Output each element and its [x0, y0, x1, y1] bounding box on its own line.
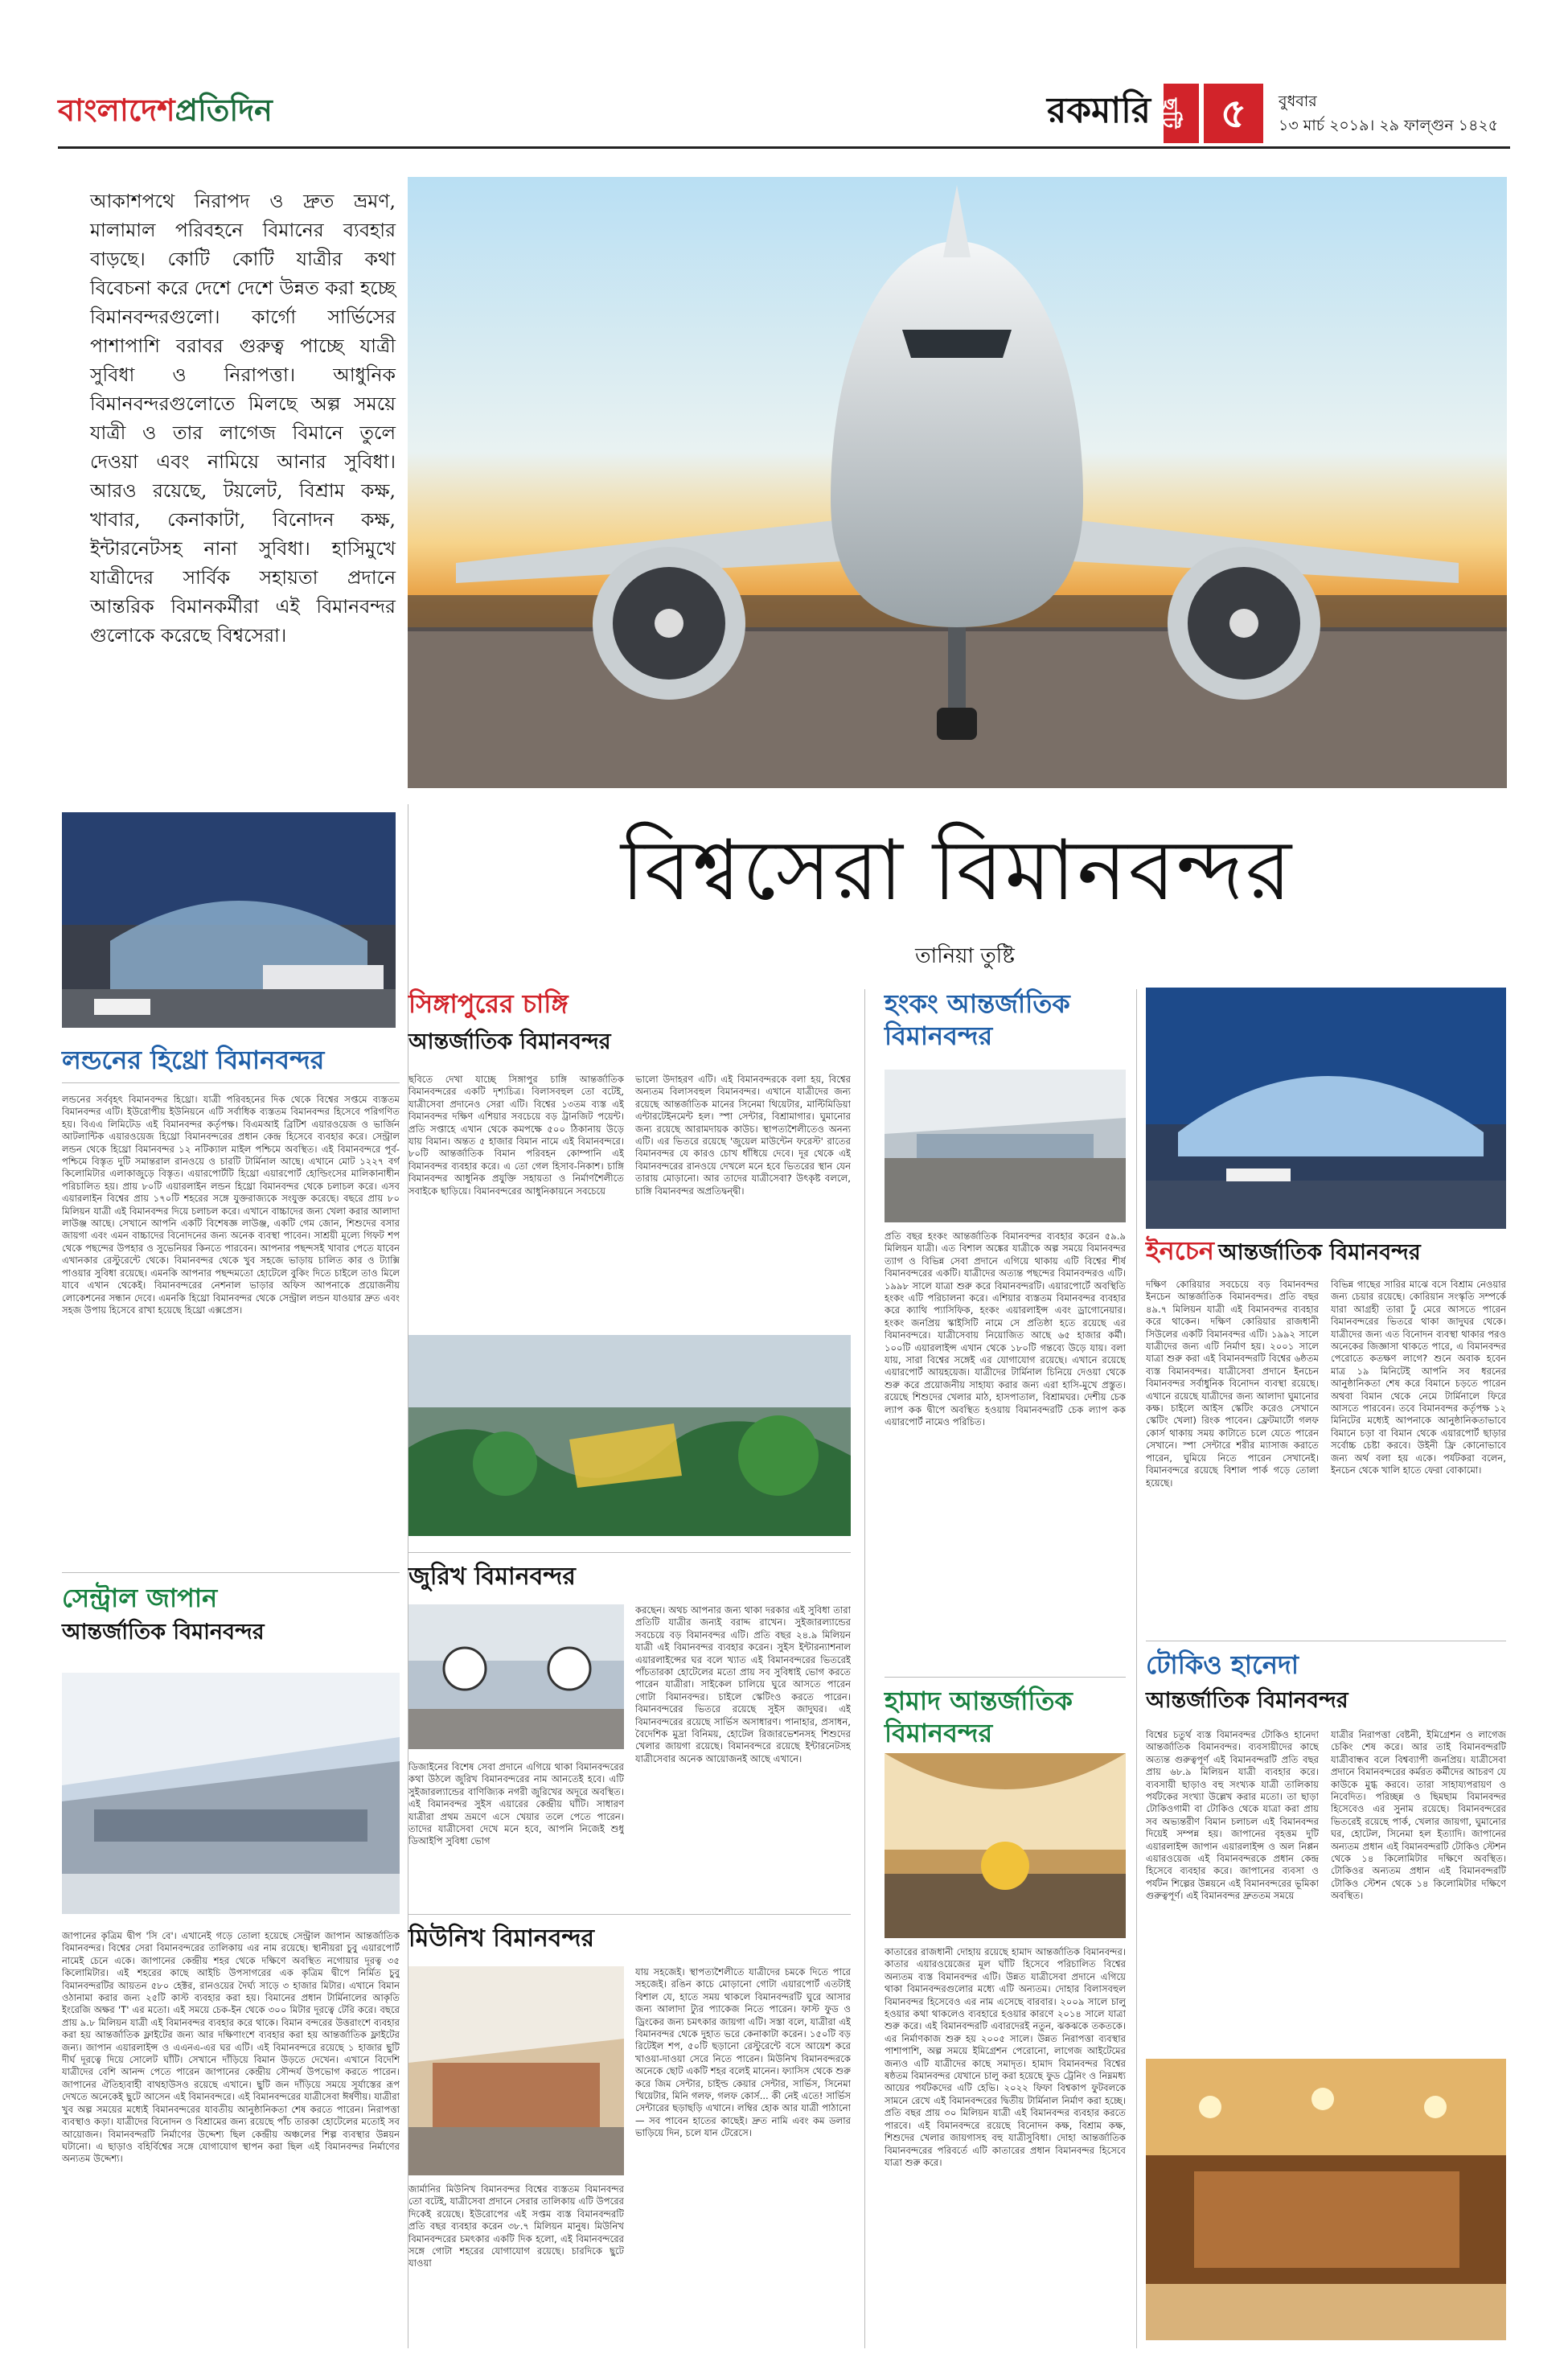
- incheon-body-col1: দক্ষিণ কোরিয়ার সবচেয়ে বড় বিমানবন্দর ইনচেন আন্তর্জাতিক বিমানবন্দর। প্রতি বছর ৪৯.৭ মিলিয়ন যাত্রী এই বিমানবন্দর ব্যবহার করে থাকেন। দক্ষিণ কোরিয়ার রাজধানী সিউলের একটি বিমানবন্দর এটি। ১৯৯২ সালে যাত্রীদের জন্য এটি নির্মাণ হয়। ২০০১ সালে যাত্রা শুরু করা এই বিমানবন্দরটি বিশ্বের ৬ষ্ঠতম ব্যস্ত বিমানবন্দর। যাত্রীসেবা প্রদানে ইনচেন বিমানবন্দর সর্বাধুনিক বিনোদন ব্যবস্থা রয়েছে। এখানে রয়েছে যাত্রীদের জন্য আলাদা ঘুমানোর কক্ষ। চাইলে আইস স্কেটিং করেও সেখানে স্কেটিং খেলা) রিংক পাবেন। ফ্রেটমার্টো গলফ কোর্স থাকায় সময় কাটাতে চলে যেতে পারেন সেখানে। স্পা সেন্টারে শরীর ম্যাসাজ করাতে পারেন, ঘুমিয়ে নিতে পারেন সেখানেই। বিমানবন্দরে রয়েছে বিশাল পার্ক গড়ে তোলা হয়েছে।: [1146, 1279, 1319, 1489]
- heathrow-title: লন্ডনের হিথ্রো বিমানবন্দর: [62, 1045, 325, 1075]
- munich-body-col2: যায় সহজেই। স্থাপত্যশৈলীতে যাত্রীদের চমকে দিতে পারে সহজেই। রঙিন কাচে মোড়ানো গোটা এয়ারপোর্ট এতটাই বিশাল যে, হাতে সময় থাকলে বিমানবন্দরটি ঘুরে আসার জন্য আলাদা ট্যুর প্যাকেজ নিতে পারেন। ফাস্ট ফুড ও ড্রিংকের জন্য চমৎকার জায়গা এটি। সস্তা বলে, যাত্রীরা এই বিমানবন্দর থেকে দুহাত ভরে কেনাকাটা করেন। ১৫০টি বড় রিটেইল শপ, ৫০টি ছড়ানো রেস্টুরেন্টে বসে আয়েশ করে খাওয়া-দাওয়া সেরে নিতে পারেন। মিউনিখ বিমানবন্দরকে অনেকে ছোট একটি শহর বলেই মানেন। ফ্যাসিস থেকে শুরু করে জিম সেন্টার, চাইল্ড কেয়ার সেন্টার, সার্ভিস, সিনেমা থিয়েটার, মিনি গলফ, গলফ কোর্স... কী নেই এতে! সার্ভিস সেন্টারের ছড়াছড়ি এখানে। লম্বির হোক আর যাত্রী পাঠানো— সব পাবেন হাতের কাছেই। দ্রুত নামি এবং কম ডলার ভাড়িয়ে দিন, চলে যান টেরেসে।: [635, 1966, 851, 2139]
- changi-photo: [408, 1335, 851, 1536]
- central-japan-title: সেন্ট্রাল জাপান: [62, 1583, 218, 1613]
- hongkong-title: হংকং আন্তর্জাতিক বিমানবন্দর: [885, 988, 1070, 1051]
- haneda-title: টোকিও হানেদা: [1146, 1649, 1299, 1680]
- incheon-title: [1146, 1234, 1516, 1270]
- changi-title: সিঙ্গাপুরের চাঙ্গি: [408, 988, 569, 1019]
- heathrow-body: লন্ডনের সর্ববৃহৎ বিমানবন্দর হিথ্রো। যাত্রী পরিবহনের দিক থেকে বিশ্বের সপ্তমে ব্যস্ততম বিমানবন্দর এটি। ইউরোপীয় ইউনিয়নে এটি সর্বাধিক ব্যস্ততম বিমানবন্দর হিসেবে পরিগণিত হয়। বিএএ লিমিটেড এই বিমানবন্দর কর্তৃপক্ষ। বিএমআই ব্রিটিশ এয়ারওয়েজ ও ভার্জিন আটলান্টিক এয়ারওয়েজ হিথ্রো বিমানবন্দরের প্রধান কেন্দ্র হিসেবে ব্যবহার করে। সেন্ট্রাল লন্ডন থেকে হিথ্রো বিমানবন্দর ১২ নটিক্যাল মাইল পশ্চিমে অবস্থিত। এই বিমানবন্দরে পূর্ব-পশ্চিমে বিস্তৃত দুটি সমান্তরাল রানওয়ে ও চারটি টার্মিনাল আছে। এখানে মোট ১২২৭ বর্গ কিলোমিটার এলাকাজুড়ে বিস্তৃত। এয়ারপোর্টটি হিথ্রো এয়ারপোর্ট হোল্ডিংসের মালিকানাধীন পরিচালিত হয়। প্রায় ৮০টি এয়ারলাইন লন্ডন হিথ্রো বিমানবন্দর থেকে চলাচল করে। এসব এয়ারলাইন বিশ্বের প্রায় ১৭০টি শহরের সঙ্গে যুক্তরাজ্যকে সংযুক্ত করেছে। বছরে প্রায় ৮০ মিলিয়ন যাত্রী এই বিমানবন্দর দিয়ে চলাচল করে। এখানে বাচ্চাদের জন্য খেলা করার আলাদা লাউঞ্জ আছে। সেখানে আপনি একটি বিশেষজ্ঞ লাউঞ্জ, একটি গেম জোন, শিশুদের বসার জায়গা এবং এমন বাচ্চাদের বিনোদনের জন্য অনেক ব্যবস্থা পাবেন। সাশ্রয়ী মূল্যে গিফট শপ থেকে পছন্দের উপহার ও সুভেনিয়র কিনতে পারবেন। আপনার পছন্দসই খাবার পেতে যাবেন এখানকার রেস্টুরেন্টে থেকে। বিমানবন্দর থেকে খুব সহজে ভাড়ায় চালিত কার ও ট্যাক্সি পাওয়ার সুবিধা রয়েছে। এমনকি আপনার পছন্দমতো হোটেলে বুকিং দিতে চাইলে তাও মিলে যাবে এখান থেকেই। বিমানবন্দরের নেশনাল ভাড়ার অফিস আপনাকে প্রয়োজনীয় লোকেশনের সন্ধান দেবে। এমনকি হিথ্রো বিমানবন্দর থেকে সেন্ট্রাল লন্ডন যাওয়ার দ্রুত এবং সহজ উপায় হিসেবে রাখা হয়েছে হিথ্রো এক্সপ্রেস।: [62, 1094, 400, 1316]
- day-label: বুধবার: [1279, 92, 1317, 110]
- munich-body-col1: জার্মানির মিউনিখ বিমানবন্দর বিশ্বের ব্যস্ততম বিমানবন্দর তো বটেই, যাত্রীসেবা প্রদানে সেরার তালিকায় এটি উপরের দিকেই রয়েছে। ইউরোপের এই সপ্তম ব্যস্ত বিমানবন্দরটি প্রতি বছর ব্যবহার করেন ৩৮.৭ মিলিয়ন মানুষ। মিউনিখ বিমানবন্দরের চমৎকার একটি দিক হলো, এই বিমানবন্দরের সঙ্গে গোটা শহরের যোগাযোগ রয়েছে। চারদিকে ছুটে যাওয়া: [408, 2183, 624, 2269]
- page-number: ৫: [1204, 84, 1263, 143]
- hongkong-body: প্রতি বছর হংকং আন্তর্জাতিক বিমানবন্দর ব্যবহার করেন ৫৯.৯ মিলিয়ন যাত্রী। এত বিশাল অঙ্কের যাত্রীকে অল্প সময়ে বিমানবন্দর ত্যাগ ও বিভিন্ন সেবা প্রদানে এগিয়ে থাকায় এটি বিশ্বের শীর্ষ বিমানবন্দরের একটি। যাত্রীদের অত্যন্ত পছন্দের বিমানবন্দরও এটি। ১৯৯৮ সালে যাত্রা শুরু করে বিমানবন্দরটি। এয়ারপোর্টে অবস্থিতি হংকং এটি পরিচালনা করে। এশিয়ার ব্যস্ততম বিমানবন্দর ব্যবহার করে ক্যাথি প্যাসিফিক, হংকং এয়ারলাইন্স এবং ড্রাগোনেয়ার। হংকং জনপ্রিয় স্কাইসিটি নামে সে প্রতিষ্ঠা হতে রয়েছে এর বিমানবন্দরে। যাত্রীসেবায় নিয়োজিত আছে ৬৫ হাজার কর্মী। ১০০টি এয়ারলাইন্স এখান থেকে ১৮০টি গন্তব্যে উড়ে যায়। বলা যায়, সারা বিশ্বের সঙ্গেই এর যোগাযোগ রয়েছে। এখানে রয়েছে এয়ারপোর্ট আয়হয়েজ। যাত্রীদের টার্মিনাল চিনিয়ে দেওয়া থেকে শুরু করে প্রয়োজনীয় সাহায্য করার জন্য এরা হাসি-মুখে প্রস্তুত। রয়েছে শিশুদের খেলার মাঠ, হাসপাতাল, বিশ্রামঘর। দেশীয় চেক ল্যাপ কক দ্বীপে অবস্থিত হওয়ায় বিমানবন্দরটি চেক ল্যাপ কক এয়ারপোর্ট নামেও পরিচিত।: [885, 1230, 1126, 1428]
- zurich-title: জুরিখ বিমানবন্দর: [408, 1563, 576, 1591]
- haneda-body-col1: বিশ্বের চতুর্থ ব্যস্ত বিমানবন্দর টোকিও হানেদা আন্তর্জাতিক বিমানবন্দর। ব্যবসায়ীদের কাছে অত্যন্ত গুরুত্বপূর্ণ এই বিমানবন্দরটি প্রতি বছর প্রায় ৬৮.৯ মিলিয়ন যাত্রী ব্যবহার করে। ব্যবসায়ী ছাড়াও বহু সংখ্যক যাত্রী তালিকায় পর্যটকের সংখ্যা উল্লেখ করার মতো। তা ছাড়া টোকিওগামী বা টোকিও থেকে যাত্রা করা প্রায় সব অভ্যন্তরীণ বিমান চলাচল এই বিমানবন্দর দিয়েই সম্পন্ন হয়। জাপানের বৃহত্তম দুটি এয়ারলাইন্স জাপান এয়ারলাইন্স ও অল নিপ্পন এয়ারওয়েজ এই বিমানবন্দরকে প্রধান কেন্দ্র হিসেবে ব্যবহার করে। জাপানের ব্যবসা ও পর্যটন শিল্পের উন্নয়নে এই বিমানবন্দরের ভূমিকা গুরুত্বপূর্ণ। এই বিমানবন্দর দ্রুততম সময়ে: [1146, 1729, 1319, 1902]
- changi-body-col2: ভালো উদাহরণ এটি। এই বিমানবন্দরকে বলা হয়, বিশ্বের অন্যতম বিলাসবহুল বিমানবন্দর। এখানে যাত্রীদের জন্য রয়েছে আন্তর্জাতিক মানের সিনেমা থিয়েটার, মাল্টিমিডিয়া এন্টারটেইনমেন্ট হল। স্পা সেন্টার, বিশ্রামাগার। ঘুমানোর জন্য রয়েছে আরামদায়ক কাউচ। স্থাপত্যশৈলীতেও অনন্য এটি। এর ভিতরে রয়েছে 'জুয়েল মাউন্টেন ফরেস্ট' রাতের বিমানবন্দর যে কারও চোখ ধাঁধিয়ে দেবে। দূর থেকে এই বিমানবন্দরের রানওয়ে দেখলে মনে হবে ভিতরের স্থান যেন তারায় মোড়ানো। আর তাদের যাত্রীসেবা? উৎকৃষ্ট বললে, চাঙ্গি বিমানবন্দর অপ্রতিদ্বন্দ্বী।: [635, 1074, 851, 1197]
- hamad-title: হামাদ আন্তর্জাতিক বিমানবন্দর: [885, 1686, 1073, 1748]
- incheon-title-highlight: ইনচেন: [1146, 1235, 1214, 1266]
- zurich-top-rule: [408, 1552, 851, 1553]
- hamad-body: কাতারের রাজধানী দোহায় রয়েছে হামাদ আন্তর্জাতিক বিমানবন্দর। কাতার এয়ারওয়েজের মূল ঘাঁটি হিসেবে পরিচালিত বিশ্বের অন্যতম ব্যস্ত বিমানবন্দর এটি। উন্নত যাত্রীসেবা প্রদানে এগিয়ে থাকা বিমানবন্দরগুলোর মধ্যে এটি অন্যতম। দোহার বিলাসবহুল বিমানবন্দর হিসেবেও এর নাম এসেছে বারবার। ২০০৯ সালে চালু হওয়ার কথা থাকলেও ব্যবহারে হওয়ার কারণে ২০১৪ সালে যাত্রা শুরু করে। এই বিমানবন্দরটি এবারদেরই নতুন, ঝকঝকে তকতকে। এর নির্মাণকাজ শুরু হয় ২০০৫ সালে। উন্নত নিরাপত্তা ব্যবস্থার পাশাপাশি, অল্প সময়ে ইমিগ্রেশন পেরোনো, লাগেজ আইটেমের জন্যও এটি যাত্রীদের কাছে সমাদৃত। হামাদ বিমানবন্দর বিশ্বের ষষ্ঠতম বিমানবন্দর যেখানে চালু করা হয়েছে ফুড ট্রেনিং ও নিম্নমধ্য আয়ের পর্যটকদের এটি হেভি। ২০২২ ফিফা বিশ্বকাপ ফুটবলকে সামনে রেখে এই বিমানবন্দরের দ্বিতীয় টার্মিনাল নির্মাণ করা হচ্ছে। প্রতি বছর প্রায় ৩০ মিলিয়ন যাত্রী এই বিমানবন্দর ব্যবহার করতে পারবে। এই বিমানবন্দরে রয়েছে বিনোদন কক্ষ, বিশ্রাম কক্ষ, শিশুদের খেলার জায়গাসহ বহু যাত্রীসুবিধা। দোহা আন্তর্জাতিক বিমানবন্দরের পরিবর্তে এটি কাতারের প্রধান বিমানবন্দর হিসেবে যাত্রা শুরু করে।: [885, 1946, 1126, 2168]
- brand-part-1: বাংলাদেশ: [58, 92, 175, 128]
- hongkong-photo: [885, 1070, 1126, 1222]
- zurich-body-col2: করছেন। অথচ আপনার জন্য থাকা দরকার এই সুবিধা তারা প্রতিটি যাত্রীর জন্যই বরাদ্দ রাখেন। সুইজারল্যান্ডের সবচেয়ে বড় বিমানবন্দর এটি। প্রতি বছর ২৪.৯ মিলিয়ন যাত্রী এই বিমানবন্দর ব্যবহার করেন। সুইস ইন্টারন্যাশনাল এয়ারলাইন্সের ঘর বলে খ্যাত এই বিমানবন্দরের ভিতরেই পাঁচতারকা হোটেলের মতো প্রায় সব সুবিধাই ভোগ করতে পারেন যাত্রীরা। সাইকেল চালিয়ে ঘুরে আসতে পারেন গোটা বিমানবন্দর। চাইলে স্কেটিংও করতে পারেন। বিমানবন্দরের ভিতরে রয়েছে সুইস জাদুঘর। এই বিমানবন্দরের রয়েছে সার্ভিস অসাধারণ। পানাহার, প্রসাধন, বৈদেশিক মুদ্রা বিনিময়, হোটেল রিজারভেশনসহ শিশুদের খেলার জায়গা রয়েছে। বিমানবন্দরে রয়েছে ইন্টারনেটসহ যাত্রীসেবার অনেক আয়োজনই আছে এখানে।: [635, 1604, 851, 1764]
- date-label: ১৩ মার্চ ২০১৯। ২৯ ফাল্গুন ১৪২৫: [1279, 117, 1499, 134]
- haneda-subtitle: আন্তর্জাতিক বিমানবন্দর: [1146, 1688, 1348, 1713]
- munich-top-rule: [408, 1914, 851, 1915]
- central-japan-subtitle: আন্তর্জাতিক বিমানবন্দর: [62, 1620, 265, 1645]
- incheon-body-col2: বিভিন্ন গাছের সারির মাঝে বসে বিশ্রাম নেওয়ার জন্য চেয়ার রয়েছে। কোরিয়ান সংস্কৃতি সম্পর্কে যারা আগ্রহী তারা ঢুঁ মেরে আসতে পারেন বিমানবন্দরের ভিতরে থাকা জাদুঘর থেকে। যাত্রীদের জন্য এত বিনোদন ব্যবস্থা থাকার পরও অনেকের জিজ্ঞাসা থাকতে পারে, এ বিমানবন্দর পেরোতে কতক্ষণ লাগে? শুনে অবাক হবেন মাত্র ১৯ মিনিটেই আপনি সব ধরনের আনুষ্ঠানিকতা শেষ করে বিমানে চড়তে পারেন অথবা বিমান থেকে নেমে টার্মিনালে ফিরে আসতে পারবেন। তবে বিমানবন্দর কর্তৃপক্ষ ১২ মিনিটের মধ্যেই আপনাকে আনুষ্ঠানিকতাভাবে বিমানে চড়া বা বিমান থেকে এয়ারপোর্ট ছাড়ার সর্বোচ্চ চেষ্টা করবে। উইনী ফ্রি কোনোভাবে জন্য অর্থ বলা হয় একে। পর্যটকরা বলেন, ইনচেন থেকে খালি হাতে ফেরা বোকামো।: [1331, 1279, 1506, 1477]
- munich-title: মিউনিখ বিমানবন্দর: [408, 1924, 595, 1953]
- hamad-top-rule: [885, 1677, 1126, 1678]
- incheon-title-rest: আন্তর্জাতিক বিমানবন্দর: [1218, 1240, 1421, 1265]
- main-title: বিশ্বসেরা বিমানবন্দর: [620, 821, 1294, 919]
- changi-body-col1: ছবিতে দেখা যাচ্ছে সিঙ্গাপুর চাঙ্গি আন্তর্জাতিক বিমানবন্দরের একটি দৃশ্যচিত্র। বিলাসবহুল তো বটেই, যাত্রীসেবা প্রদানেও সেরা এটি। বিশ্বের ১৩তম ব্যস্ত এই বিমানবন্দর দক্ষিণ এশিয়ার সবচেয়ে বড় ট্রানজিট পয়েন্ট। প্রতি সপ্তাহে এখান থেকে কমপক্ষে ৫০০ ঠিকানায় উড়ে যায় বিমান। অন্তত ৫ হাজার বিমান নামে এই বিমানবন্দরে। ৮০টি আন্তর্জাতিক বিমান পরিবহন কোম্পানি এই বিমানবন্দর ব্যবহার করে। এ তো গেল হিসাব-নিকাশ। চাঙ্গি বিমানবন্দর আধুনিক প্রযুক্তি সহায়তা ও নির্মাণশৈলীতে সবাইকে ছাড়িয়ে। বিমানবন্দরের আধুনিকায়নে সবচেয়ে: [408, 1074, 624, 1197]
- newspaper-brand: [58, 92, 363, 135]
- hamad-photo: [885, 1753, 1126, 1938]
- zurich-photo: [408, 1604, 624, 1749]
- intro-text: আকাশপথে নিরাপদ ও দ্রুত ভ্রমণ, মালামাল পরিবহনে বিমানের ব্যবহার বাড়ছে। কোটি কোটি যাত্রীর কথা বিবেচনা করে দেশে দেশে উন্নত করা হচ্ছে বিমানবন্দরগুলো। কার্গো সার্ভিসের পাশাপাশি বরাবর গুরুত্ব পাচ্ছে যাত্রী সুবিধা ও নিরাপত্তা। আধুনিক বিমানবন্দরগুলোতে মিলছে অল্প সময়ে যাত্রী ও তার লাগেজ বিমানে তুলে দেওয়া এবং নামিয়ে আনার সুবিধা। আরও রয়েছে, টয়লেট, বিশ্রাম কক্ষ, খাবার, কেনাকাটা, বিনোদন কক্ষ, ইন্টারনেটসহ নানা সুবিধা। হাসিমুখে যাত্রীদের সার্বিক সহায়তা প্রদানে আন্তরিক বিমানকর্মীরা এই বিমানবন্দর গুলোকে করেছে বিশ্বসেরা।: [90, 190, 396, 647]
- masthead-rule: [58, 146, 1510, 149]
- heathrow-photo: [62, 812, 396, 1028]
- central-japan-photo: [62, 1673, 400, 1914]
- section-tag: ছুটি: [1164, 84, 1199, 143]
- haneda-body-col2: যাত্রীর নিরাপত্তা বেষ্টনী, ইমিগ্রেশন ও লাগেজ চেকিং শেষ করে। আর তাই বিমানবন্দরটি যাত্রীবান্ধব বলে বিশ্বব্যাপী জনপ্রিয়। যাত্রীসেবা প্রদানে বিমানবন্দরের কর্মরত কর্মীদের আচরণ যে কাউকে মুগ্ধ করবে। তারা সাহায্যপরায়ণ ও নিবেদিত। পরিচ্ছন্ন ও ছিমছাম বিমানবন্দর হিসেবেও এর সুনাম রয়েছে। বিমানবন্দরের ভিতরেই রয়েছে পার্ক, খেলার জায়গা, ঘুমানোর ঘর, হোটেল, সিনেমা হল ইত্যাদি। জাপানের অন্যতম প্রধান এই বিমানবন্দরটি টোকিও স্টেশন থেকে ১৪ কিলোমিটার দক্ষিণে অবস্থিত। টোকিওর অন্যতম প্রধান এই বিমানবন্দরটি টোকিও স্টেশন থেকে ১৪ কিলোমিটার দক্ষিণে অবস্থিত।: [1331, 1729, 1506, 1902]
- brand-part-2: প্রতিদিন: [174, 92, 273, 128]
- hero-airplane-photo: [408, 177, 1507, 788]
- byline: তানিয়া তুষ্টি: [915, 944, 1015, 968]
- incheon-photo: [1146, 988, 1506, 1229]
- haneda-photo: [1146, 2059, 1506, 2340]
- central-japan-top-rule: [62, 1572, 400, 1573]
- column-rule-2: [864, 989, 865, 2348]
- central-japan-body: জাপানের কৃত্রিম দ্বীপ 'সি বে'। এখানেই গড়ে তোলা হয়েছে সেন্ট্রাল জাপান আন্তর্জাতিক বিমানবন্দর। বিশ্বের সেরা বিমানবন্দরের তালিকায় এর নাম রয়েছে। স্থানীয়রা চুবু এয়ারপোর্ট নামেই চেনে একে। জাপানের কেন্দ্রীয় শহর থেকে দক্ষিণে অবস্থিত নগোয়ার দূরত্ব ৩৫ কিলোমিটার। এই শহরের কাছে আইচি উপসাগরের এক কৃত্রিম দ্বীপে নির্মিত চুবু বিমানবন্দরটির আয়তন ৫৮০ হেক্টর, রানওয়ের দৈর্ঘ্য সাড়ে ৩ হাজার মিটার। এখানে বিমান ওঠানামা করার জন্য ২৫টি কাস্ট ব্যবহার করা হয়। বিমানের প্রধান টার্মিনালের আকৃতি ইংরেজি অক্ষর 'T' এর মতো। এই সময়ে চেক-ইন থেকে ৩০০ মিটার দূরত্বে টেরি করে। বছরে প্রায় ৯.৮ মিলিয়ন যাত্রী এই বিমানবন্দর ব্যবহার করে থাকে। বিমান বন্দরের উত্তরাংশে ব্যবহার করা হয় আন্তর্জাতিক ফ্লাইটের জন্য আর দক্ষিণাংশে ব্যবহার করা হয় আন্তর্জাতিক ফ্লাইটের জন্য। জাপান এয়ারলাইন্স ও এএনএ-এর ঘর এটি। এই বিমানবন্দরে রয়েছে ১ হাজার ছুটি দীর্ঘ দূরত্বে দিয়ে সোলেট ঘাঁটি। সেখানে দাঁড়িয়ে বিমান উড়তে দেখেন। এখানে বিদেশি যাত্রীদের বেশি আনন্দ পেতে পারেন জাপানের কেন্দ্রীয় সৌন্দর্য উপভোগ করতে পারেন। জাপানের ঐতিহ্যবাহী বাথহাউসও রয়েছে এখানে। ছুটি জন দাঁড়িয়ে সময়ে সূর্যাস্তের রূপ দেখতে অনেকেই ছুটে আসেন এই বিমানবন্দরে। এই বিমানবন্দরের যাত্রীসেবা ঈর্ষণীয়। যাত্রীরা খুব অল্প সময়ের মধ্যেই বিমানবন্দরের যাবতীয় আনুষ্ঠানিকতা শেষ করতে পারেন। নিরাপত্তা ব্যবস্থাও কড়া। যাত্রীদের বিনোদন ও বিশ্রামের জন্য রয়েছে পাঁচ তারকা হোটেলের মতোই সব আয়োজন। বিমানবন্দরটি নির্মাণের উদ্দেশ্য ছিল কেন্দ্রীয় অঞ্চলের শিল্প ব্যবস্থার উন্নয়ন ঘটানো। এ ছাড়াও বহির্বিশ্বের সঙ্গে যোগাযোগ স্থাপন করা ছিল এই বিমানবন্দর নির্মাণের অন্যতম উদ্দেশ্য।: [62, 1930, 400, 2165]
- heathrow-title-rule: [62, 1082, 400, 1083]
- zurich-body-col1: ডিজাইনের বিশেষ সেবা প্রদানে এগিয়ে থাকা বিমানবন্দরের কথা উঠলে জুরিখ বিমানবন্দরের নাম আনতেই হবে। এটি সুইজারল্যান্ডের বাণিজ্যিক নগরী জুরিখের অদূরে অবস্থিত। এই বিমানবন্দর সুইস এয়ারের কেন্দ্রীয় ঘাঁটি। সাধারণ যাত্রীরা প্রথম ভ্রমণে এসে খেয়ার তলে পেতে পারেন। তাদের যাত্রীসেবা দেখে মনে হবে, আপনি নিজেই শুধু ডিআইপি সুবিধা ভোগ: [408, 1761, 624, 1847]
- changi-subtitle: আন্তর্জাতিক বিমানবন্দর: [408, 1029, 611, 1054]
- section-title: রকমারি: [1047, 90, 1151, 131]
- munich-photo: [408, 1966, 624, 2175]
- column-rule-3: [1136, 989, 1137, 2348]
